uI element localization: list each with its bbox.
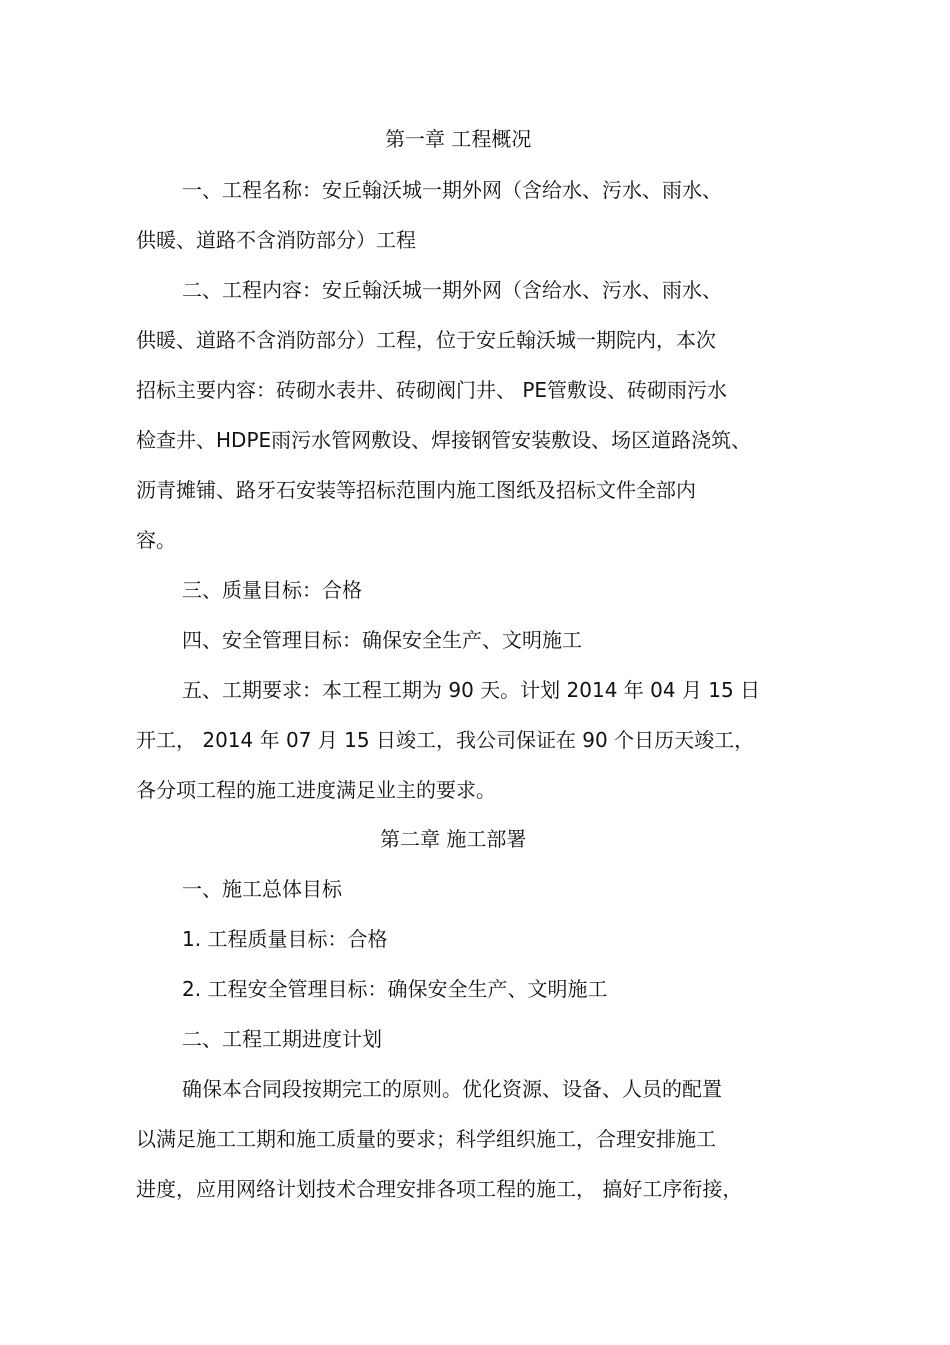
paragraph-line: 五、工期要求：本工程工期为 90 天。计划 2014 年 04 月 15 日 bbox=[182, 678, 761, 702]
chapter-2-title: 第二章 施工部署 bbox=[380, 827, 527, 851]
paragraph-line: 1. 工程质量目标：合格 bbox=[182, 927, 388, 951]
paragraph-line: 二、工程内容：安丘翰沃城一期外网（含给水、污水、雨水、 bbox=[182, 278, 722, 302]
paragraph-line: 供暖、道路不含消防部分）工程，位于安丘翰沃城一期院内，本次 bbox=[136, 328, 716, 352]
paragraph-line: 检查井、HDPE雨污水管网敷设、焊接钢管安装敷设、场区道路浇筑、 bbox=[136, 428, 752, 452]
paragraph-line: 四、安全管理目标：确保安全生产、文明施工 bbox=[182, 628, 582, 652]
paragraph-line: 进度，应用网络计划技术合理安排各项工程的施工， 搞好工序衔接， bbox=[136, 1177, 743, 1201]
chapter-1-title: 第一章 工程概况 bbox=[385, 127, 532, 151]
paragraph-line: 二、工程工期进度计划 bbox=[182, 1027, 382, 1051]
paragraph-line: 一、施工总体目标 bbox=[182, 877, 342, 901]
paragraph-line: 三、质量目标：合格 bbox=[182, 578, 362, 602]
paragraph-line: 供暖、道路不含消防部分）工程 bbox=[136, 228, 416, 252]
paragraph-line: 容。 bbox=[136, 528, 176, 552]
paragraph-line: 一、工程名称：安丘翰沃城一期外网（含给水、污水、雨水、 bbox=[182, 178, 722, 202]
paragraph-line: 沥青摊铺、路牙石安装等招标范围内施工图纸及招标文件全部内 bbox=[136, 478, 696, 502]
paragraph-line: 各分项工程的施工进度满足业主的要求。 bbox=[136, 778, 496, 802]
paragraph-line: 以满足施工工期和施工质量的要求；科学组织施工，合理安排施工 bbox=[136, 1127, 716, 1151]
paragraph-line: 2. 工程安全管理目标：确保安全生产、文明施工 bbox=[182, 977, 608, 1001]
paragraph-line: 招标主要内容：砖砌水表井、砖砌阀门井、 PE管敷设、砖砌雨污水 bbox=[136, 378, 728, 402]
paragraph-line: 确保本合同段按期完工的原则。优化资源、设备、人员的配置 bbox=[182, 1077, 722, 1101]
paragraph-line: 开工， 2014 年 07 月 15 日竣工，我公司保证在 90 个日历天竣工， bbox=[136, 728, 755, 752]
